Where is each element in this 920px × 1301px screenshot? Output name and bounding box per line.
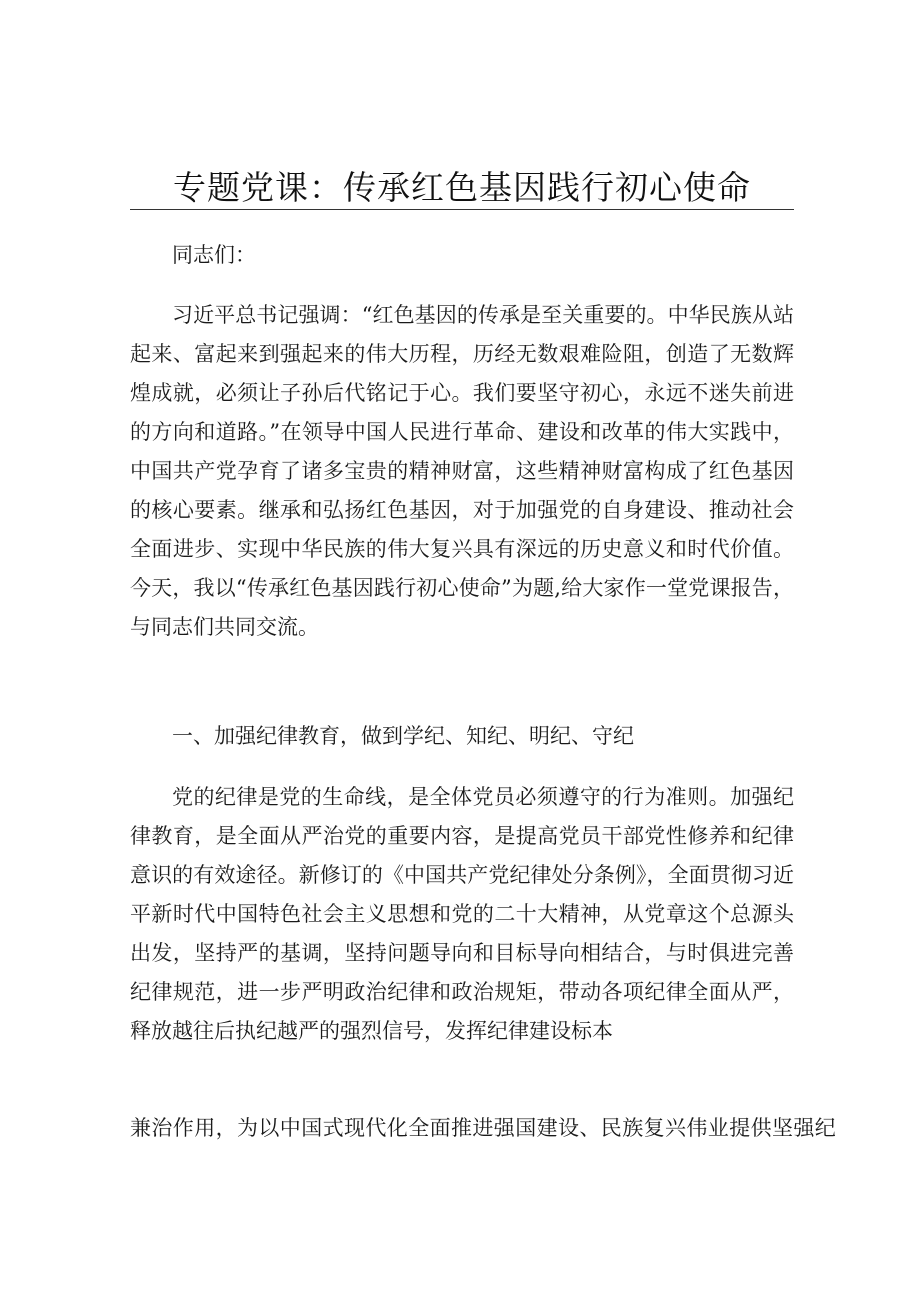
greeting: 同志们： xyxy=(172,243,256,267)
paragraph-intro: 习近平总书记强调：“红色基因的传承是至关重要的。中华民族从站起来、富起来到强起来的伟大历程，历经无数艰难险阻，创造了无数辉煌成就，必须让子孙后代铭记于心。我们要坚守初心，永远不迷失前进的方向和道路。”在领导中国人民进行革命、建设和改革的伟大实践中，中国共产党孕育了诸多宝贵的精神财富，这些精神财富构成了红色基因的核心要素。继承和弘扬红色基因，对于加强党的自身建设、推动社会全面进步、实现中华民族的伟大复兴具有深远的历史意义和时代价值。今天，我以“传承红色基因践行初心使命”为题,给大家作一堂党课报告，与同志们共同交流。 xyxy=(130,303,794,639)
title-underline xyxy=(130,209,794,210)
section-heading-1: 一、加强纪律教育，做到学纪、知纪、明纪、守纪 xyxy=(172,724,634,748)
document-title: 专题党课：传承红色基因践行初心使命 xyxy=(173,168,751,207)
paragraph-continuation: 兼治作用，为以中国式现代化全面推进强国建设、民族复兴伟业提供坚强纪 xyxy=(130,1116,837,1140)
paragraph-discipline: 党的纪律是党的生命线，是全体党员必须遵守的行为准则。加强纪律教育，是全面从严治党的重要内容，是提高党员干部党性修养和纪律意识的有效途径。新修订的《中国共产党纪律处分条例》，全面贯彻习近平新时代中国特色社会主义思想和党的二十大精神，从党章这个总源头出发，坚持严的基调，坚持问题导向和目标导向相结合，与时俱进完善纪律规范，进一步严明政治纪律和政治规矩，带动各项纪律全面从严，释放越往后执纪越严的强烈信号，发挥纪律建设标本 xyxy=(130,785,794,1043)
